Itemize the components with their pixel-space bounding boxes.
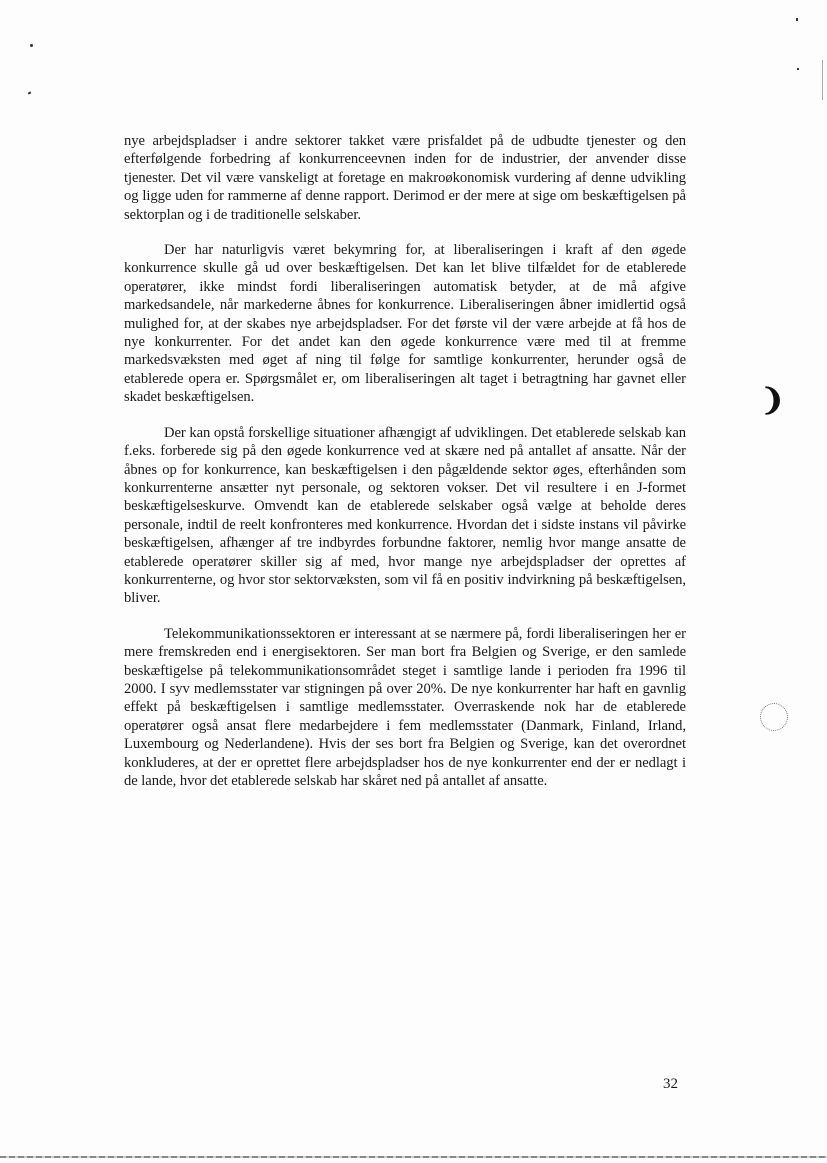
- scan-edge-line: [822, 60, 823, 100]
- body-text: [124, 132, 686, 807]
- scan-bottom-edge: [0, 1156, 827, 1158]
- page-number: 32: [663, 1076, 678, 1092]
- scan-speck: [28, 91, 32, 94]
- scan-speck: [797, 68, 799, 70]
- paragraph-4: Telekommunikationssektoren er interessant at se nærmere på, fordi liberaliseringen her er mere fremskreden end i energisektoren. Ser man bort fra Belgien og Sverige, er den samlede beskæftigelse på telekommunikationsområdet steget i samtlige lande i perioden fra 1996 til 2000. I syv medlemsstater var stigningen på over 20%. De nye konkurrenter har haft en gavnlig effekt på beskæftigelsen i samtlige medlemsstater. Overraskende nok har de etablerede operatører også ansat flere medarbejdere i fem medlemsstater (Danmark, Finland, Irland, Luxembourg og Nederlandene). Hvis der ses bort fra Belgien og Sverige, kan det overordnet konkluderes, at der er oprettet flere arbejdspladser hos de nye konkurrenter end der er nedlagt i de lande, hvor det etablerede selskab har skåret ned på antallet af ansatte.: [124, 625, 686, 789]
- paragraph-1: nye arbejdspladser i andre sektorer takket være prisfaldet på de udbudte tjenester og den efterfølgende forbedring af konkurrenceevnen inden for de industrier, der anvender disse tjenester. Det vil være vanskeligt at foretage en makroøkonomisk vurdering af denne udvikling og ligge uden for rammerne af denne rapport. Derimod er der mere at sige om beskæftigelsen på sektorplan og i de traditionelle selskaber.: [124, 133, 686, 223]
- scan-speck: [796, 18, 798, 21]
- punch-hole-ring: [760, 703, 788, 731]
- paragraph-2: Der har naturligvis været bekymring for, at liberaliseringen i kraft af den øgede konkurrence skulle gå ud over beskæftigelsen. Det kan let blive tilfældet for de etablerede operatører, ikke mindst fordi liberaliseringen automatisk betyder, at de må afgive markedsandele, når markederne åbnes for konkurrence. Liberaliseringen åbner imidlertid også mulighed for, at der skabes nye arbejdspladser. For det første vil der være arbejde at få hos de nye konkurrenter. For det andet kan den øgede konkurrence være med til at fremme markedsvæksten med øget af ning til følge for samtlige konkurrenter, herunder også de etablerede opera er. Spørgsmålet er, om liberaliseringen alt taget i betragtning har gavnet eller skadet beskæftigelsen.: [124, 242, 686, 406]
- punch-hole-mark: ❩: [760, 384, 786, 417]
- paragraph-3: Der kan opstå forskellige situationer afhængigt af udviklingen. Det etablerede selskab kan f.eks. forberede sig på den øgede konkurrence ved at skære ned på antallet af ansatte. Når der åbnes op for konkurrence, kan beskæftigelsen i den pågældende sektor øges, efterhånden som konkurrenterne ansætter nyt personale, og sektoren vokser. Det vil resultere i en J-formet beskæftigelseskurve. Omvendt kan de etablerede selskaber også vælge at beholde deres personale, indtil de reelt konfronteres med konkurrence. Hvordan det i sidste instans vil påvirke beskæftigelsen, afhænger af tre indbyrdes forbundne faktorer, nemlig hvor mange ansatte de etablerede operatører skiller sig af med, hvor mange nye arbejdspladser der oprettes af konkurrenterne, og hvor stor sektorvæksten, som vil få en positiv indvirkning på beskæftigelsen, bliver.: [124, 424, 686, 607]
- scan-speck: [30, 44, 33, 47]
